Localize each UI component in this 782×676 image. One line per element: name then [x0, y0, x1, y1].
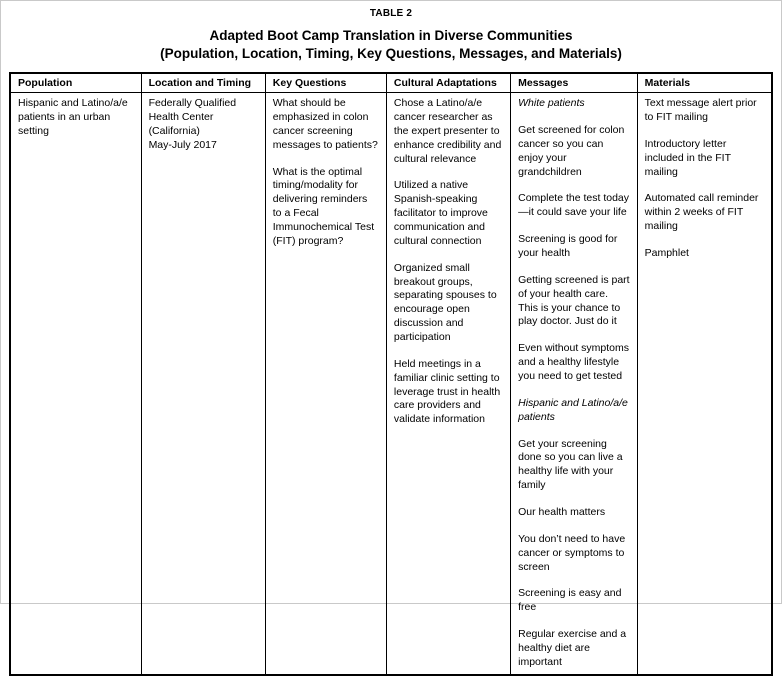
table-title — [9, 27, 773, 72]
cell-paragraph: Even without symptoms and a healthy lifestyle you need to get tested — [518, 342, 630, 382]
column-header-messages: Messages — [511, 73, 637, 93]
cell-paragraph: Our health matters — [518, 506, 606, 518]
cell-paragraph: You don’t need to have cancer or symptoms to screen — [518, 532, 626, 573]
cell-paragraph: Organized small breakout groups, separating spouses to encourage open discussion and participation — [393, 261, 497, 343]
cell-paragraph: Chose a Latino/a/e cancer researcher as the expert presenter to enhance credibility and cultural relevance — [393, 97, 502, 165]
cell-messages — [511, 93, 637, 675]
table-row — [10, 93, 772, 675]
table-title-line1: Adapted Boot Camp Translation in Diverse Communities — [209, 28, 573, 43]
cell-paragraph: Introductory letter included in the FIT mailing — [644, 137, 731, 178]
cell-paragraph: Text message alert prior to FIT mailing — [644, 97, 757, 123]
cell-population — [10, 93, 141, 675]
column-header-materials: Materials — [637, 73, 772, 93]
cell-materials — [637, 93, 772, 675]
column-header-location-and-timing: Location and Timing — [141, 73, 265, 93]
cell-paragraph: Screening is good for your health — [518, 233, 618, 259]
cell-paragraph: (California) — [148, 124, 200, 137]
cell-paragraph: Federally Qualified Health Center — [148, 97, 237, 123]
column-header-cultural-adaptations: Cultural Adaptations — [386, 73, 510, 93]
cell-paragraph: White patients — [518, 97, 585, 110]
column-header-population: Population — [10, 73, 141, 93]
cell-paragraph: Complete the test today—it could save your life — [518, 192, 630, 219]
cell-paragraph: Automated call reminder within 2 weeks of FIT mailing — [644, 192, 759, 233]
cell-key-questions — [265, 93, 386, 675]
header-row — [10, 73, 772, 93]
cell-paragraph: Get your screening done so you can live a healthy life with your family — [518, 437, 623, 492]
cell-paragraph: Held meetings in a familiar clinic setting to leverage trust in health care providers and validate information — [393, 357, 501, 426]
table-label: TABLE 2 — [369, 8, 413, 19]
boot-camp-translation-table — [9, 72, 773, 676]
cell-paragraph: What is the optimal timing/modality for delivering reminders to a Fecal Immunochemical Test (FIT) program? — [272, 165, 375, 247]
cell-paragraph: Pamphlet — [644, 246, 689, 259]
cell-paragraph: Getting screened is part of your health care. This is your chance to play doctor. Just do it — [518, 273, 630, 328]
cell-location-and-timing — [141, 93, 265, 675]
table-title-line2: (Population, Location, Timing, Key Questions, Messages, and Materials) — [160, 45, 622, 61]
column-header-key-questions: Key Questions — [265, 73, 386, 93]
cell-paragraph: Hispanic and Latino/a/e patients in an urban setting — [18, 97, 128, 137]
cell-paragraph: May-July 2017 — [148, 138, 217, 151]
cell-paragraph: Hispanic and Latino/a/e patients — [518, 396, 628, 423]
cell-paragraph: Regular exercise and a healthy diet are important — [518, 628, 627, 668]
cell-cultural-adaptations — [386, 93, 510, 675]
cell-paragraph: What should be emphasized in colon cancer screening messages to patients? — [272, 97, 378, 151]
cell-paragraph: Get screened for colon cancer so you can enjoy your grandchildren — [518, 123, 625, 178]
cell-paragraph: Screening is easy and free — [518, 587, 622, 614]
cell-paragraph: Utilized a native Spanish-speaking facilitator to improve communication and cultural connection — [393, 179, 488, 247]
